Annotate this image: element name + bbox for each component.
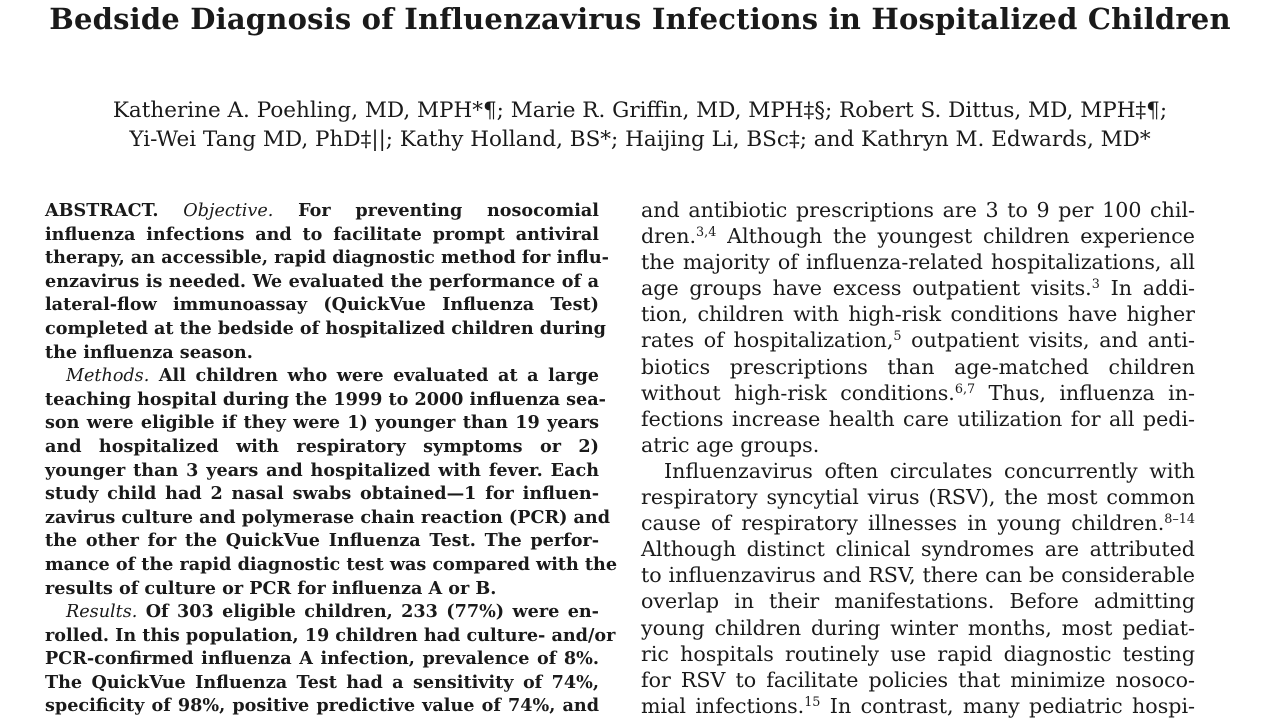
citation-ref: 6,7 [954, 381, 976, 397]
abstract-line: younger than 3 years and hospitalized with fever. Each [45, 459, 599, 481]
body-column [641, 197, 1195, 719]
abstract-line: specificity of 98%, positive predictive value of 74%, and [45, 695, 599, 717]
author-line-1: Katherine A. Poehling, MD, MPH*¶; Marie R. Griffin, MD, MPH‡§; Robert S. Dittus, MD, MPH‡¶; [112, 98, 1168, 123]
abstract-line: PCR-confirmed influenza A infection, prevalence of 8%. [45, 648, 599, 670]
abstract-line: The QuickVue Influenza Test had a sensitivity of 74%, [45, 671, 599, 693]
abstract-line: lateral-flow immunoassay (QuickVue Influenza Test) [45, 294, 599, 316]
abstract-line: mance of the rapid diagnostic test was compared with the [45, 553, 618, 575]
abstract-line: study child had 2 nasal swabs obtained—1 for influen- [45, 483, 599, 505]
abstract-line: ABSTRACT. Objective. For preventing nosocomial [45, 200, 599, 221]
body-line: tion, children with high-risk conditions have higher [641, 302, 1195, 327]
citation-ref: 15 [804, 694, 821, 710]
body-line: atric age groups. [641, 432, 820, 457]
abstract-line: teaching hospital during the 1999 to 2000 influenza sea- [45, 388, 606, 410]
body-line: overlap in their manifestations. Before admitting [641, 589, 1195, 614]
citation-ref: 8–14 [1164, 512, 1195, 528]
objective-label: Objective. [183, 201, 274, 221]
body-line: biotics prescriptions than age-matched children [641, 354, 1195, 379]
abstract-line: therapy, an accessible, rapid diagnostic method for influ- [45, 247, 609, 269]
body-line: fections increase health care utilization for all pedi- [641, 406, 1195, 431]
abstract-line: Methods. All children who were evaluated at a large [66, 365, 599, 387]
body-line: for RSV to facilitate policies that minimize nosoco- [641, 667, 1195, 692]
body-line: age groups have excess outpatient visits.$^3$ In addi- [641, 276, 1195, 301]
body-line: ric hospitals routinely use rapid diagnostic testing [641, 641, 1195, 666]
body-line: rates of hospitalization,$^5$ outpatient visits, and anti- [641, 328, 1195, 353]
citation-ref: 5 [893, 329, 902, 345]
abstract-line: results of culture or PCR for influenza A or B. [45, 577, 497, 599]
abstract-line: the influenza season. [45, 341, 253, 363]
results-label: Results. [66, 602, 138, 623]
citation-ref: 3,4 [696, 225, 717, 241]
body-line: cause of respiratory illnesses in young children.$^{8-14}$ [641, 511, 1195, 536]
author-list [0, 96, 1280, 154]
abstract-line: completed at the bedside of hospitalized children during [45, 317, 606, 339]
abstract-line: influenza infections and to facilitate prompt antiviral [45, 223, 599, 245]
abstract-line: the other for the QuickVue Influenza Test. The perfor- [45, 530, 599, 552]
author-line-2: Yi-Wei Tang MD, PhD‡||; Kathy Holland, BS*; Haijing Li, BSc‡; and Kathryn M. Edwards, MD* [129, 127, 1151, 152]
body-line: respiratory syncytial virus (RSV), the most common [641, 485, 1195, 510]
citation-ref: 3 [1091, 277, 1100, 293]
abstract-line: son were eligible if they were 1) younger than 19 years [45, 412, 599, 434]
body-line: mial infections.$^{15}$ In contrast, many pediatric hospi- [641, 693, 1195, 718]
body-line: Although distinct clinical syndromes are attributed [641, 537, 1195, 562]
body-line: to influenzavirus and RSV, there can be considerable [641, 563, 1195, 588]
body-line: dren.$^{3,4}$ Although the youngest children experience [641, 224, 1195, 249]
abstract-line: rolled. In this population, 19 children had culture- and/or [45, 624, 616, 646]
methods-label: Methods. [66, 366, 150, 387]
abstract-line: enzavirus is needed. We evaluated the performance of a [45, 270, 599, 292]
abstract-label: ABSTRACT. [45, 200, 159, 221]
abstract-line: and hospitalized with respiratory symptoms or 2) [45, 435, 599, 457]
body-line: without high-risk conditions.$^{6,7}$ Thus, influenza in- [641, 380, 1195, 405]
abstract-column [45, 199, 618, 718]
abstract-line: zavirus culture and polymerase chain reaction (PCR) and [45, 506, 611, 528]
body-line: Influenzavirus often circulates concurrently with [664, 458, 1195, 483]
paper-title: Bedside Diagnosis of Influenzavirus Infections in Hospitalized Children [49, 2, 1231, 36]
body-line: the majority of influenza-related hospitalizations, all [641, 250, 1195, 275]
body-line: young children during winter months, most pediat- [641, 615, 1195, 640]
abstract-line: Results. Of 303 eligible children, 233 (77%) were en- [66, 601, 599, 623]
body-line: and antibiotic prescriptions are 3 to 9 per 100 chil- [641, 198, 1195, 222]
